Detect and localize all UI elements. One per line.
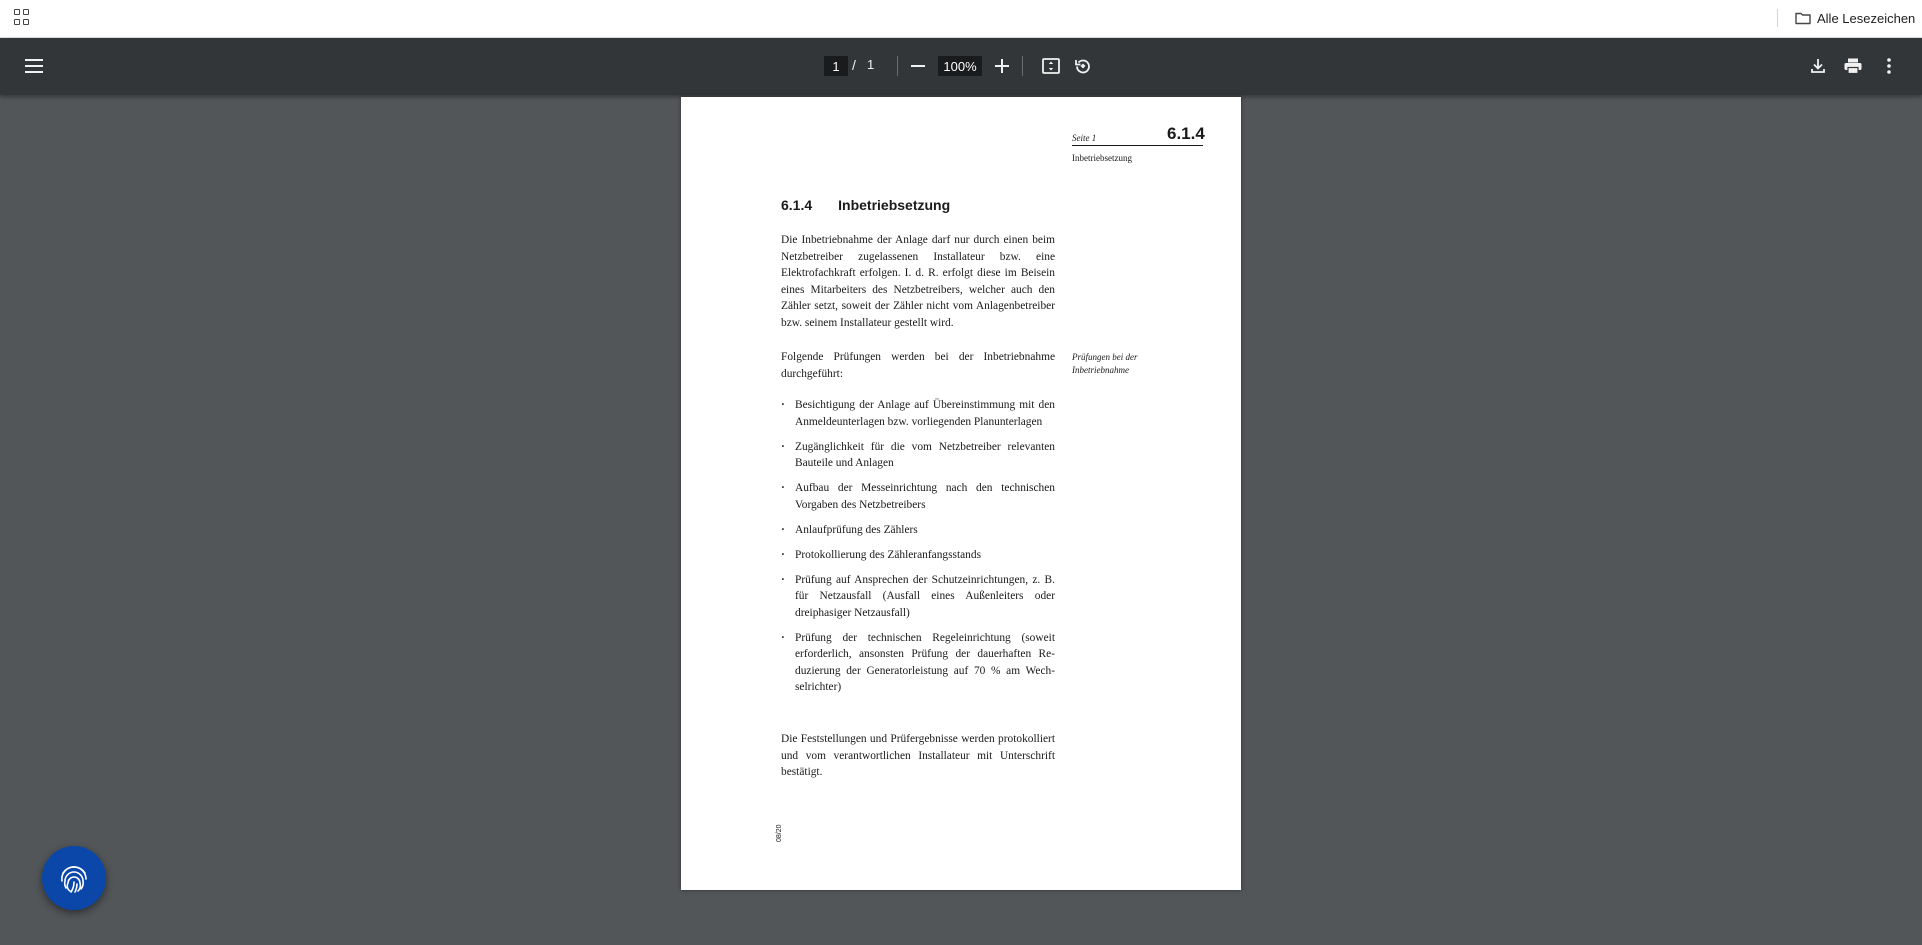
hamburger-menu-icon	[25, 59, 43, 73]
minus-icon	[911, 59, 925, 73]
menu-button[interactable]	[19, 51, 49, 81]
all-bookmarks-button[interactable]	[1795, 8, 1915, 28]
more-options-button[interactable]	[1874, 51, 1904, 81]
toolbar-divider	[1022, 56, 1023, 76]
apps-grid-icon[interactable]	[14, 9, 30, 25]
header-page-label: Seite 1	[1072, 133, 1097, 143]
bookmarks-divider	[1777, 9, 1778, 27]
list-item: · Protokollierung des Zähleranfangsstands	[781, 547, 1055, 564]
list-item: · Prüfung auf Ansprechen der Schutzeinrichtungen, z. B. für Netzausfall (Ausfall eines Außenleiters oder dreiphasiger Netzausfall)	[781, 572, 1055, 622]
zoom-out-button[interactable]	[903, 51, 933, 81]
fingerprint-icon	[57, 861, 91, 895]
header-section-number: 6.1.4	[1167, 124, 1205, 143]
margin-note: Prüfungen bei der Inbetriebnahme	[1072, 352, 1138, 375]
bookmarks-bar	[0, 0, 1922, 38]
fit-to-page-button[interactable]	[1036, 51, 1066, 81]
page-separator: /	[852, 57, 856, 73]
fingerprint-button[interactable]	[42, 846, 106, 910]
header-rule	[1072, 145, 1203, 146]
list-item: · Zugänglichkeit für die vom Netzbetreiber relevanten Bauteile und Anlagen	[781, 439, 1055, 472]
all-bookmarks-label: Alle Lesezeichen	[1817, 10, 1916, 26]
rotate-counterclockwise-icon	[1074, 57, 1092, 75]
footer-date-code: 08/20	[776, 824, 783, 842]
paragraph-intro: Die Inbetriebnahme der Anlage darf nur durch einen beim Netzbetreiber zugelassenen Installateur bzw. eine Elektrofachkraft erfolgen. I. d. R. erfolgt diese im Beisein eines Mitarbeiters des Netzbetreibers, welcher auch den Zähler setzt, soweit der Zähler nicht vom Anlagenbetreiber bzw. seinem Installateur gestellt wird.	[781, 234, 1055, 329]
list-item: · Anlaufprüfung des Zählers	[781, 522, 1055, 539]
current-page-input[interactable]: 1	[824, 56, 848, 76]
tests-list	[781, 397, 1055, 704]
printer-icon	[1844, 58, 1862, 74]
section-title-text: Inbetriebsetzung	[838, 197, 951, 213]
download-icon	[1811, 58, 1825, 74]
print-button[interactable]	[1838, 51, 1868, 81]
pdf-toolbar	[0, 38, 1922, 95]
rotate-button[interactable]	[1068, 51, 1098, 81]
zoom-in-button[interactable]	[987, 51, 1017, 81]
section-title-number: 6.1.4	[781, 197, 813, 213]
total-pages: 1	[867, 57, 875, 72]
list-item: · Prüfung der technischen Regeleinrichtung (soweit erforderlich, ansonsten Prüfung der dauerhaften Reduzierung der Generatorleistung auf 70 % am Wechselrichter)	[781, 630, 1055, 696]
list-item: · Aufbau der Messeinrichtung nach den technischen Vorgaben des Netzbetreibers	[781, 480, 1055, 513]
download-button[interactable]	[1803, 51, 1833, 81]
section-title	[781, 197, 950, 213]
toolbar-divider	[897, 56, 898, 76]
plus-icon	[995, 59, 1009, 73]
fit-page-icon	[1042, 58, 1060, 74]
paragraph-tests-intro: Folgende Prüfungen werden bei der Inbetriebnahme durchgeführt:	[781, 351, 1055, 380]
more-vert-icon	[1887, 58, 1891, 74]
header-subtitle: Inbetriebsetzung	[1072, 153, 1132, 163]
paragraph-conclusion: Die Feststellungen und Prüfergebnisse werden protokolliert und vom verantwortlichen Installateur mit Unterschrift bestätigt.	[781, 733, 1055, 778]
zoom-input[interactable]: 100%	[938, 56, 982, 76]
list-item: · Besichtigung der Anlage auf Übereinstimmung mit den Anmeldeunterlagen bzw. vorliegenden Planunterlagen	[781, 397, 1055, 430]
folder-icon	[1795, 12, 1811, 25]
pdf-page	[681, 97, 1241, 890]
